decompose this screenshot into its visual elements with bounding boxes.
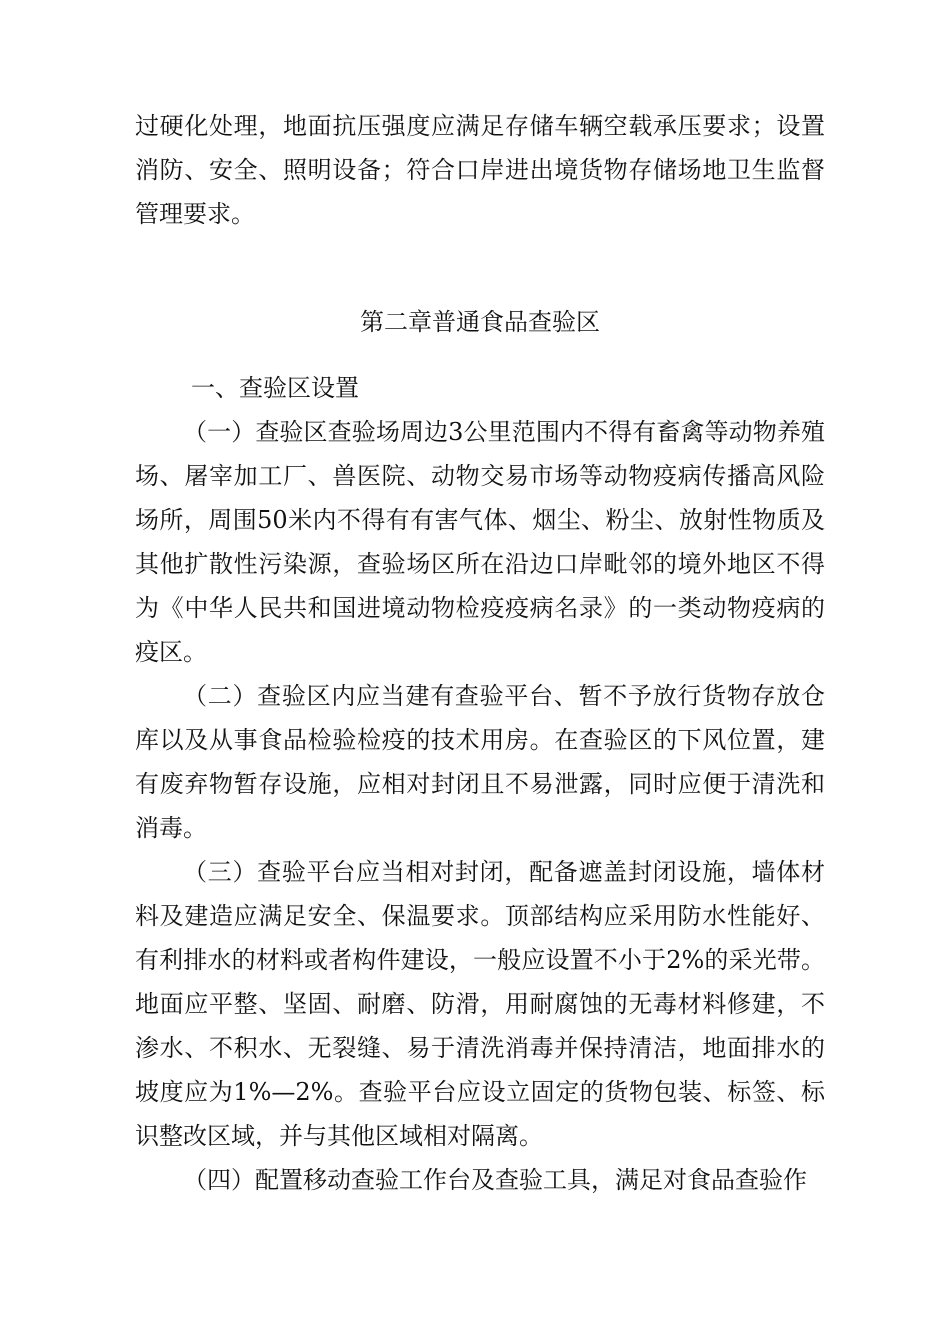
paragraph-4: （四）配置移动查验工作台及查验工具，满足对食品查验作 [183,1166,807,1194]
intro-continuation-paragraph: 过硬化处理，地面抗压强度应满足存储车辆空载承压要求；设置消防、安全、照明设备；符合口岸进出境货物存储场地卫生监督管理要求。 [135,112,825,228]
paragraph-2: （二）查验区内应当建有查验平台、暂不予放行货物存放仓库以及从事食品检验检疫的技术用房。在查验区的下风位置，建有废弃物暂存设施，应相对封闭且不易泄露，同时应便于清洗和消毒。 [135,682,825,842]
paragraph-3: （三）查验平台应当相对封闭，配备遮盖封闭设施，墙体材料及建造应满足安全、保温要求。顶部结构应采用防水性能好、有利排水的材料或者构件建设，一般应设置不小于2%的采光带。地面应平整、坚固、耐磨、防滑，用耐腐蚀的无毒材料修建，不渗水、不积水、无裂缝、易于清洗消毒并保持清洁，地面排水的坡度应为1%—2%。查验平台应设立固定的货物包装、标签、标识整改区域，并与其他区域相对隔离。 [135,858,825,1150]
chapter-title: 第二章普通食品查验区 [360,308,600,336]
section-title: 一、查验区设置 [191,374,359,402]
paragraph-1: （一）查验区查验场周边3公里范围内不得有畜禽等动物养殖场、屠宰加工厂、兽医院、动物交易市场等动物疫病传播高风险场所，周围50米内不得有有害气体、烟尘、粉尘、放射性物质及其他扩散性污染源，查验场区所在沿边口岸毗邻的境外地区不得为《中华人民共和国进境动物检疫疫病名录》的一类动物疫病的疫区。 [135,418,825,666]
